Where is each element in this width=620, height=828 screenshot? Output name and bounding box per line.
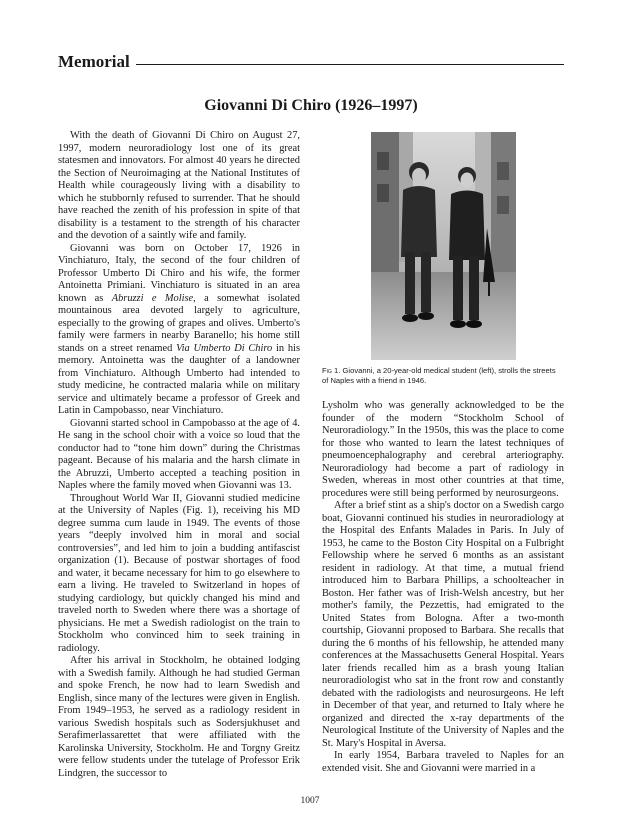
section-label: Memorial: [58, 52, 136, 72]
left-column: [58, 130, 300, 780]
paragraph: Throughout World War II, Giovanni studied medicine at the University of Naples (Fig. 1), receiving his MD degree summa cum laude in 1949. The events of those years “deeply involved him in moral and social controversies”, and led him to join a budding antifascist organization (1). Because of postwar shortages of food and water, it became necessary for him to go elsewhere to earn a living. He traveled to Switzerland in hopes of studying cardiology, but quickly changed his mind and traveled north to Sweden where there was a shortage of physicians. He met a Swedish radiologist on the train to Stockholm who convinced him to seek training in radiology.: [58, 492, 300, 654]
paragraph: In early 1954, Barbara traveled to Naples for an extended visit. She and Giovanni were married in a: [322, 750, 564, 774]
paragraph: Giovanni was born on October 17, 1926 in Vinchiaturo, Italy, the second of the four children of Professor Umberto Di Chiro and his wife, the former Antoinetta Primiani. Vinchiaturo is situated in an area known as Abruzzi e Molise, a somewhat isolated mountainous area devoted largely to agriculture, especially to the growing of grapes and olives. Umberto's family were farmers in nearby Baranello; his home still stands on a street renamed Via Umberto Di Chiro in his memory. Antoinetta was the daughter of a landowner from Vinchiaturo. Although Umberto had intended to study medicine, he contracted malaria while on military service and ultimately became a professor of Greek and Latin in Campobasso, near Vinchiaturo.: [58, 242, 301, 416]
figure-caption: [322, 366, 564, 386]
paragraph: Giovanni started school in Campobasso at the age of 4. He sang in the school choir with a voice so loud that the conductor had to “tone him down” during the Christmas pageant. Because of his malaria and the harsh climate in the Abruzzi, Umberto accepted a teaching position in Naples where the family moved when Giovanni was 13.: [58, 417, 300, 491]
right-column: [322, 400, 564, 775]
article-title: Giovanni Di Chiro (1926–1997): [204, 97, 418, 114]
emphasis: Abruzzi e Molise: [111, 292, 194, 304]
paragraph: Lysholm who was generally acknowledged to be the founder of the modern “Stockholm School of Neuroradiology.” In the 1950s, this was the place to come for those who wanted to learn the latest techniques of pneumoencephalography and cerebral arteriography. Neuroradiology had become a part of radiology in Sweden, whereas in most other countries at that time, procedures were still being performed by neurosurgeons.: [322, 400, 564, 499]
photo-illustration: [371, 132, 516, 360]
section-header: [58, 52, 564, 74]
figure-photo: [371, 132, 516, 360]
paragraph: With the death of Giovanni Di Chiro on August 27, 1997, modern neuroradiology lost one of its great statesmen and innovators. For almost 40 years he directed the Section of Neuroimaging at the National Institutes of Health while courageously living with a disability to which he stubbornly refused to surrender. That he should have reached the zenith of his profession in spite of that disability is a testament to the strength of his character and the devotion of a saintly wife and family.: [58, 130, 300, 241]
page-number: 1007: [300, 796, 320, 806]
figure-label: Fig 1.: [322, 366, 341, 375]
paragraph: After a brief stint as a ship's doctor on a Swedish cargo boat, Giovanni continued his studies in neuroradiology at the Hospital des Enfants Malades in Paris. In July of 1953, he came to the Boston City Hospital on a Fulbright Fellowship where he served 6 months as an assistant resident in radiology. At that time, a mutual friend introduced him to Barbara Phillips, a schoolteacher in Boston. Her father was of Irish-Welsh ancestry, but her mother's family, the Pezzettis, had emigrated to the United States from Bologna. After a two-month courtship, Giovanni proposed to Barbara. She recalls that during the 6 months of his fellowship, he attended many conferences at the Massachusetts General Hospital. Years later friends recalled him as a brash young Italian neuroradiologist who sat in the front row and constantly debated with the radiologists and neurosurgeons. He left in December of that year, and returned to Italy where he organized and directed the x-ray departments of the Neurological Institute of the University of Naples and the St. Mary's Hospital in Aversa.: [322, 500, 564, 749]
caption-text: Giovanni, a 20-year-old medical student (left), strolls the streets of Naples with a friend in 1946.: [322, 366, 556, 385]
paragraph: After his arrival in Stockholm, he obtained lodging with a Swedish family. Although he had studied German and spoke French, he now had to learn Swedish and English, since many of the lectures were given in English. From 1949–1953, he served as a radiology resident in various Swedish hospitals such as Sodersjukhuset and Serafimerlassarettet that were affiliated with the Karolinska University, Stockholm. He and Torgny Greitz were fellow students under the tutelage of Professor Erik Lindgren, the successor to: [58, 655, 300, 779]
emphasis: Via Umberto Di Chiro: [176, 342, 273, 354]
